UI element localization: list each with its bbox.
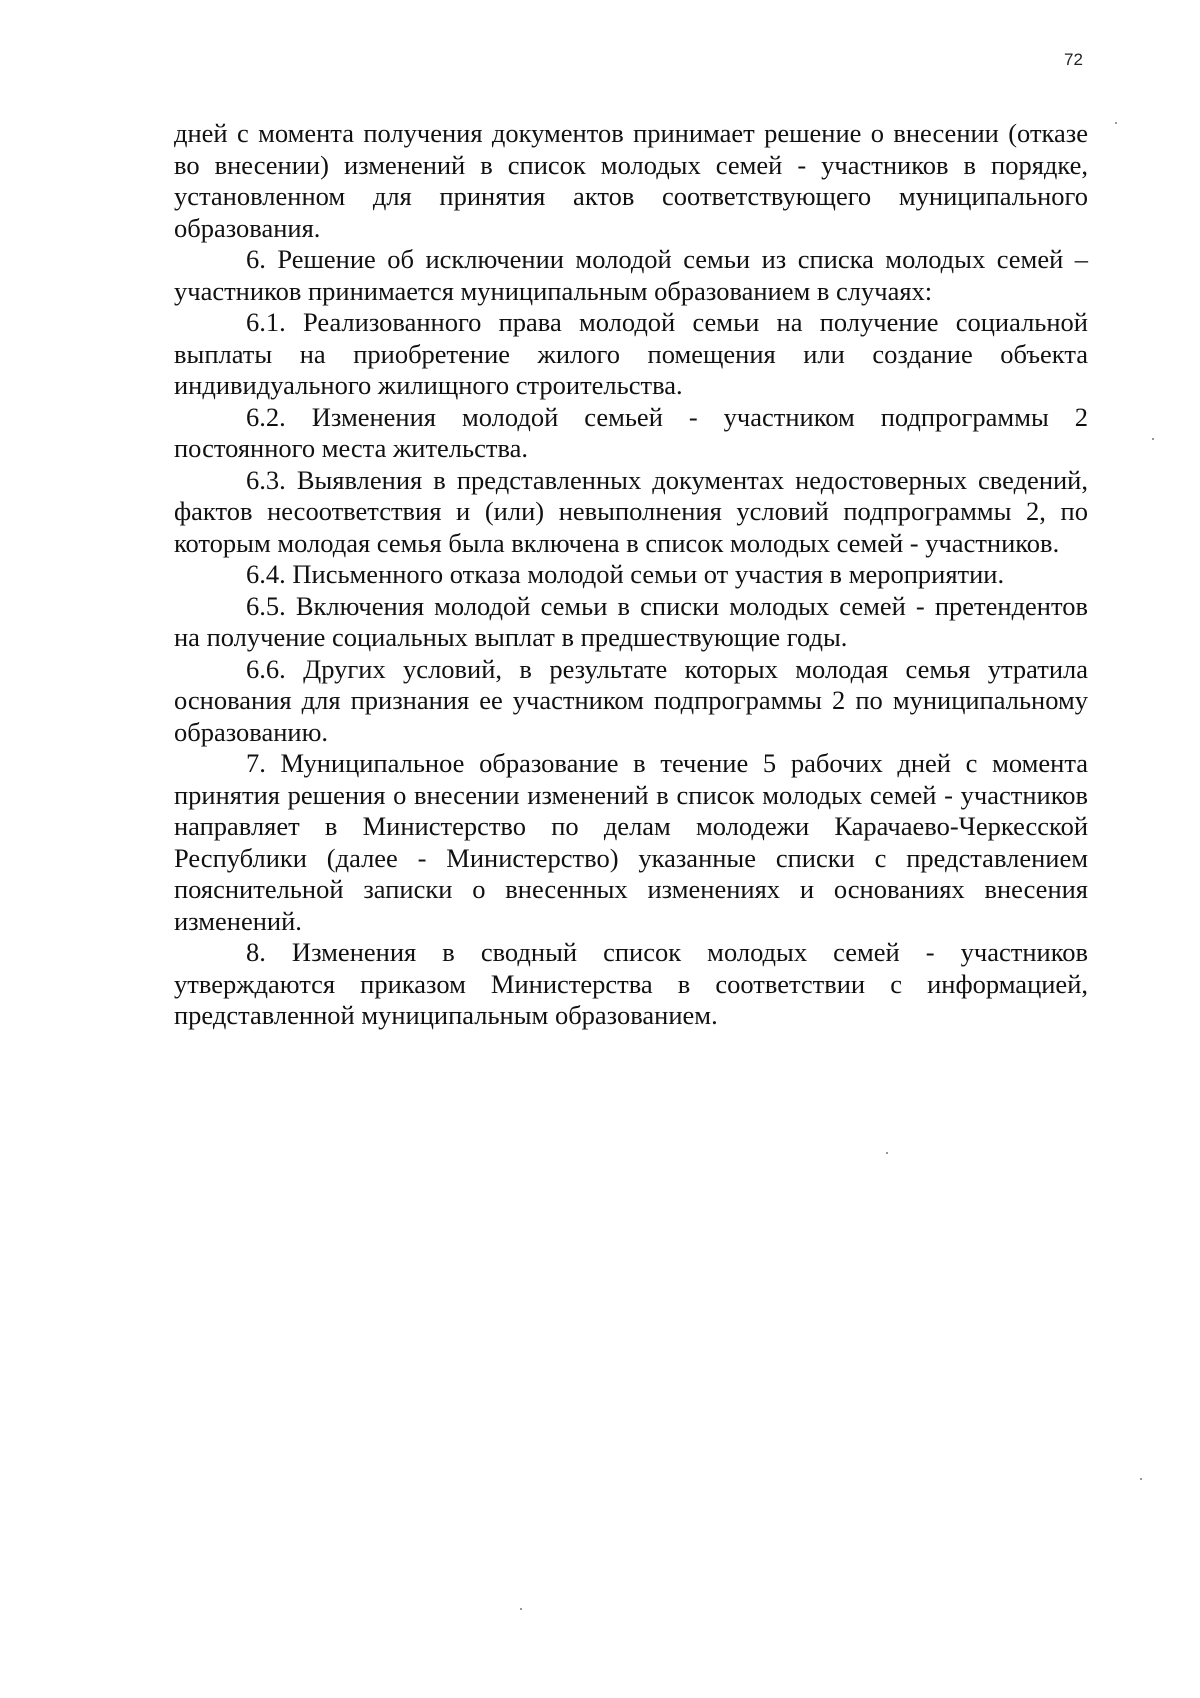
- page-number: 72: [1064, 50, 1083, 69]
- paragraph-6-4: 6.4. Письменного отказа молодой семьи от участия в мероприятии.: [246, 559, 1005, 589]
- scan-speck: [520, 1608, 522, 1610]
- paragraph-6-2: 6.2. Изменения молодой семьей - участником подпрограммы 2 постоянного места жительства.: [174, 401, 1088, 463]
- scan-speck: [1152, 438, 1154, 440]
- paragraph-7: 7. Муниципальное образование в течение 5 рабочих дней с момента принятия решения о внесении изменений в список молодых семей - участников направляет в Министерство по делам молодежи Карачаево-Черкесской Республики (далее - Министерство) указанные списки с представлением пояснительной записки о внесенных изменениях и основаниях внесения изменений.: [174, 748, 1088, 936]
- paragraph-6-6: 6.6. Других условий, в результате которых молодая семья утратила основания для признания ее участником подпрограммы 2 по муниципальному образованию.: [174, 653, 1088, 747]
- paragraph-6: 6. Решение об исключении молодой семьи из списка молодых семей – участников принимается муниципальным образованием в случаях:: [174, 244, 1088, 306]
- paragraph-6-5: 6.5. Включения молодой семьи в списки молодых семей - претендентов на получение социальных выплат в предшествующие годы.: [174, 590, 1088, 652]
- scan-speck: [1140, 1478, 1142, 1480]
- scan-speck: [1115, 122, 1117, 124]
- paragraph-8: 8. Изменения в сводный список молодых семей - участников утверждаются приказом Министерства в соответствии с информацией, представленной муниципальным образованием.: [174, 937, 1088, 1030]
- scan-speck: [886, 1152, 888, 1154]
- paragraph-6-3: 6.3. Выявления в представленных документах недостоверных сведений, фактов несоответствия и (или) невыполнения условий подпрограммы 2, по которым молодая семья была включена в список молодых семей - участников.: [174, 464, 1088, 558]
- document-body: [174, 118, 1088, 1032]
- paragraph-6-1: 6.1. Реализованного права молодой семьи на получение социальной выплаты на приобретение жилого помещения или создание объекта индивидуального жилищного строительства.: [174, 307, 1088, 400]
- paragraph-continuation: дней с момента получения документов принимает решение о внесении (отказе во внесении) изменений в список молодых семей - участников в порядке, установленном для принятия актов соответствующего муниципального образования.: [174, 118, 1088, 243]
